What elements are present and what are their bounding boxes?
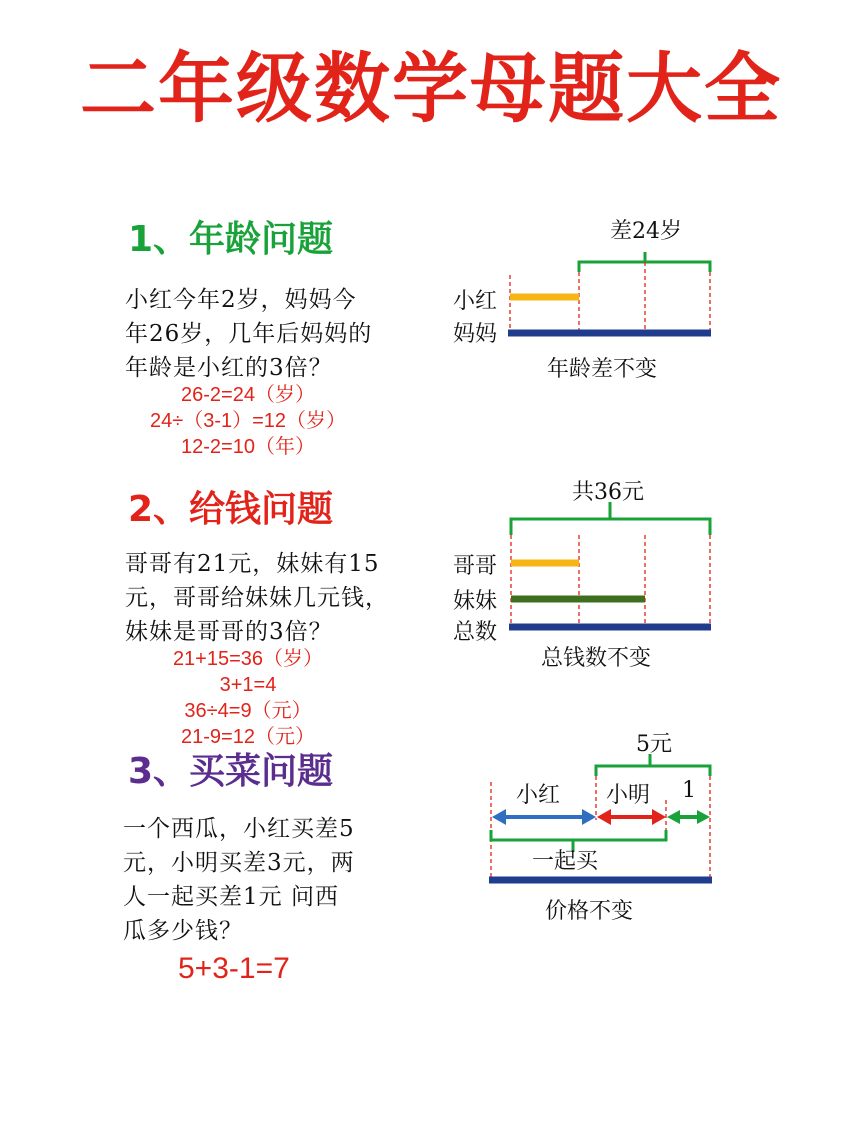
question-line: 瓜多少钱？ xyxy=(123,918,243,944)
row-label-xiaohong: 小红 xyxy=(453,289,498,314)
section-2-heading: 2、给钱问题 xyxy=(128,489,334,530)
solution-line: 24÷（3-1）=12（岁） xyxy=(149,410,347,432)
total-brace xyxy=(511,519,710,535)
shopping-diagram xyxy=(489,754,712,880)
age-diff-label: 差24岁 xyxy=(610,219,682,244)
solution-line: 21-9=12（元） xyxy=(181,726,315,748)
arrow-head xyxy=(492,809,506,825)
money-bottom-label: 总钱数不变 xyxy=(541,646,652,671)
money-diagram xyxy=(509,502,711,628)
arrow-head xyxy=(697,810,710,824)
question-line: 年26岁，几年后妈妈的 xyxy=(125,321,373,347)
arrow-label-xiaoming: 小明 xyxy=(606,783,651,808)
five-yuan-label: 5元 xyxy=(636,732,672,757)
arrow-label-one: 1 xyxy=(682,778,696,803)
section-1-heading: 1、年龄问题 xyxy=(128,219,334,260)
solution-line: 12-2=10（年） xyxy=(181,436,315,458)
arrow-head xyxy=(667,810,680,824)
together-brace xyxy=(491,830,666,840)
question-line: 年龄是小红的3倍？ xyxy=(125,355,333,381)
page-title: 二年级数学母题大全 xyxy=(80,44,782,133)
row-label-meimei: 妹妹 xyxy=(453,589,498,614)
together-label: 一起买 xyxy=(532,849,599,874)
question-line: 妹妹是哥哥的3倍？ xyxy=(125,619,333,645)
total-money-label: 共36元 xyxy=(572,480,644,505)
question-line: 小红今年2岁，妈妈今 xyxy=(125,287,357,313)
arrow-head xyxy=(652,809,666,825)
arrow-label-xiaohong: 小红 xyxy=(516,783,561,808)
section-3-heading: 3、买菜问题 xyxy=(128,751,334,792)
row-label-total: 总数 xyxy=(453,620,498,645)
price-bottom-label: 价格不变 xyxy=(545,899,634,924)
question-line: 元，小明买差3元，两 xyxy=(123,850,355,876)
row-label-gege: 哥哥 xyxy=(453,554,498,579)
solution-line: 3+1=4 xyxy=(219,674,277,696)
five-yuan-brace xyxy=(596,766,710,776)
question-line: 人一起买差1元 问西 xyxy=(123,884,339,910)
question-line: 元，哥哥给妹妹几元钱， xyxy=(125,585,389,611)
row-label-mama: 妈妈 xyxy=(453,322,498,347)
arrow-head xyxy=(597,809,611,825)
question-line: 哥哥有21元，妹妹有15 xyxy=(125,551,380,577)
solution-line: 21+15=36（岁） xyxy=(172,648,324,670)
solution-line: 36÷4=9（元） xyxy=(184,700,312,722)
arrow-head xyxy=(582,809,596,825)
question-line: 一个西瓜，小红买差5 xyxy=(123,816,355,842)
age-bottom-label: 年龄差不变 xyxy=(547,357,658,382)
solution-line: 26-2=24（岁） xyxy=(181,384,315,406)
solution-line: 5+3-1=7 xyxy=(178,952,290,985)
age-diagram xyxy=(508,252,711,335)
